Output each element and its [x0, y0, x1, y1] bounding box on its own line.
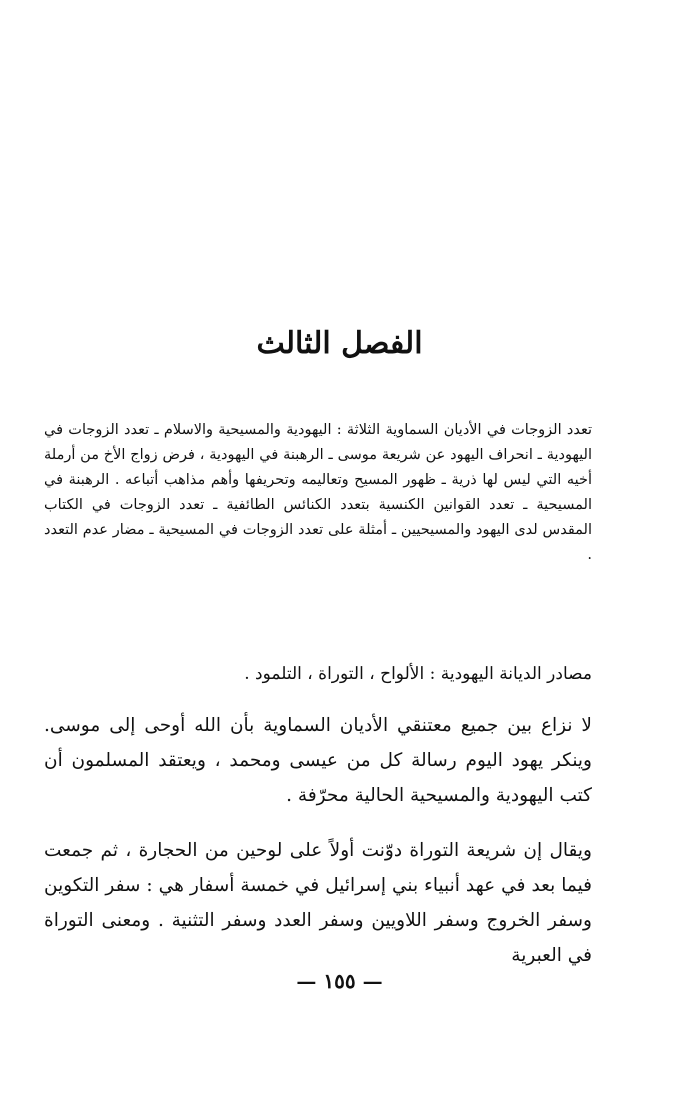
body-paragraph-1 — [44, 708, 592, 813]
chapter-title: الفصل الثالث — [256, 326, 423, 362]
page-number: — ١٥٥ — — [296, 969, 383, 993]
chapter-summary-text: تعدد الزوجات في الأديان السماوية الثلاثة : اليهودية والمسيحية والاسلام ـ تعدد الزوجات في اليهودية ـ انحراف اليهود عن شريعة موسى ـ الرهبنة في اليهودية ، فرض زواج الأخ من أرملة أخيه التي ليس لها ذرية ـ ظهور المسيح وتعاليمه وتحريفها وأهم مذاهب أتباعه . الرهبنة في المسيحية ـ تعدد القوانين الكنسية بتعدد الكنائس الطائفية ـ تعدد الزوجات في الكتاب المقدس لدى اليهود والمسيحيين ـ أمثلة على تعدد الزوجات في المسيحية ـ مضار عدم التعدد . — [44, 422, 592, 563]
section-heading: مصادر الديانة اليهودية : الألواح ، التوراة ، التلمود . — [244, 664, 592, 684]
body-paragraph-1-text: لا نزاع بين جميع معتنقي الأديان السماوية بأن الله أوحى إلى موسى. وينكر يهود اليوم رسالة كل من عيسى ومحمد ، ويعتقد المسلمون أن كتب اليهودية والمسيحية الحالية محرّفة . — [44, 715, 592, 806]
body-paragraph-2 — [44, 833, 592, 973]
chapter-summary — [44, 418, 592, 568]
body-paragraph-2-text: ويقال إن شريعة التوراة دوّنت أولاً على لوحين من الحجارة ، ثم جمعت فيما بعد في عهد أنبياء بني إسرائيل في خمسة أسفار هي : سفر التكوين وسفر الخروج وسفر اللاويين وسفر العدد وسفر التثنية . ومعنى التوراة في العبرية — [44, 840, 592, 966]
